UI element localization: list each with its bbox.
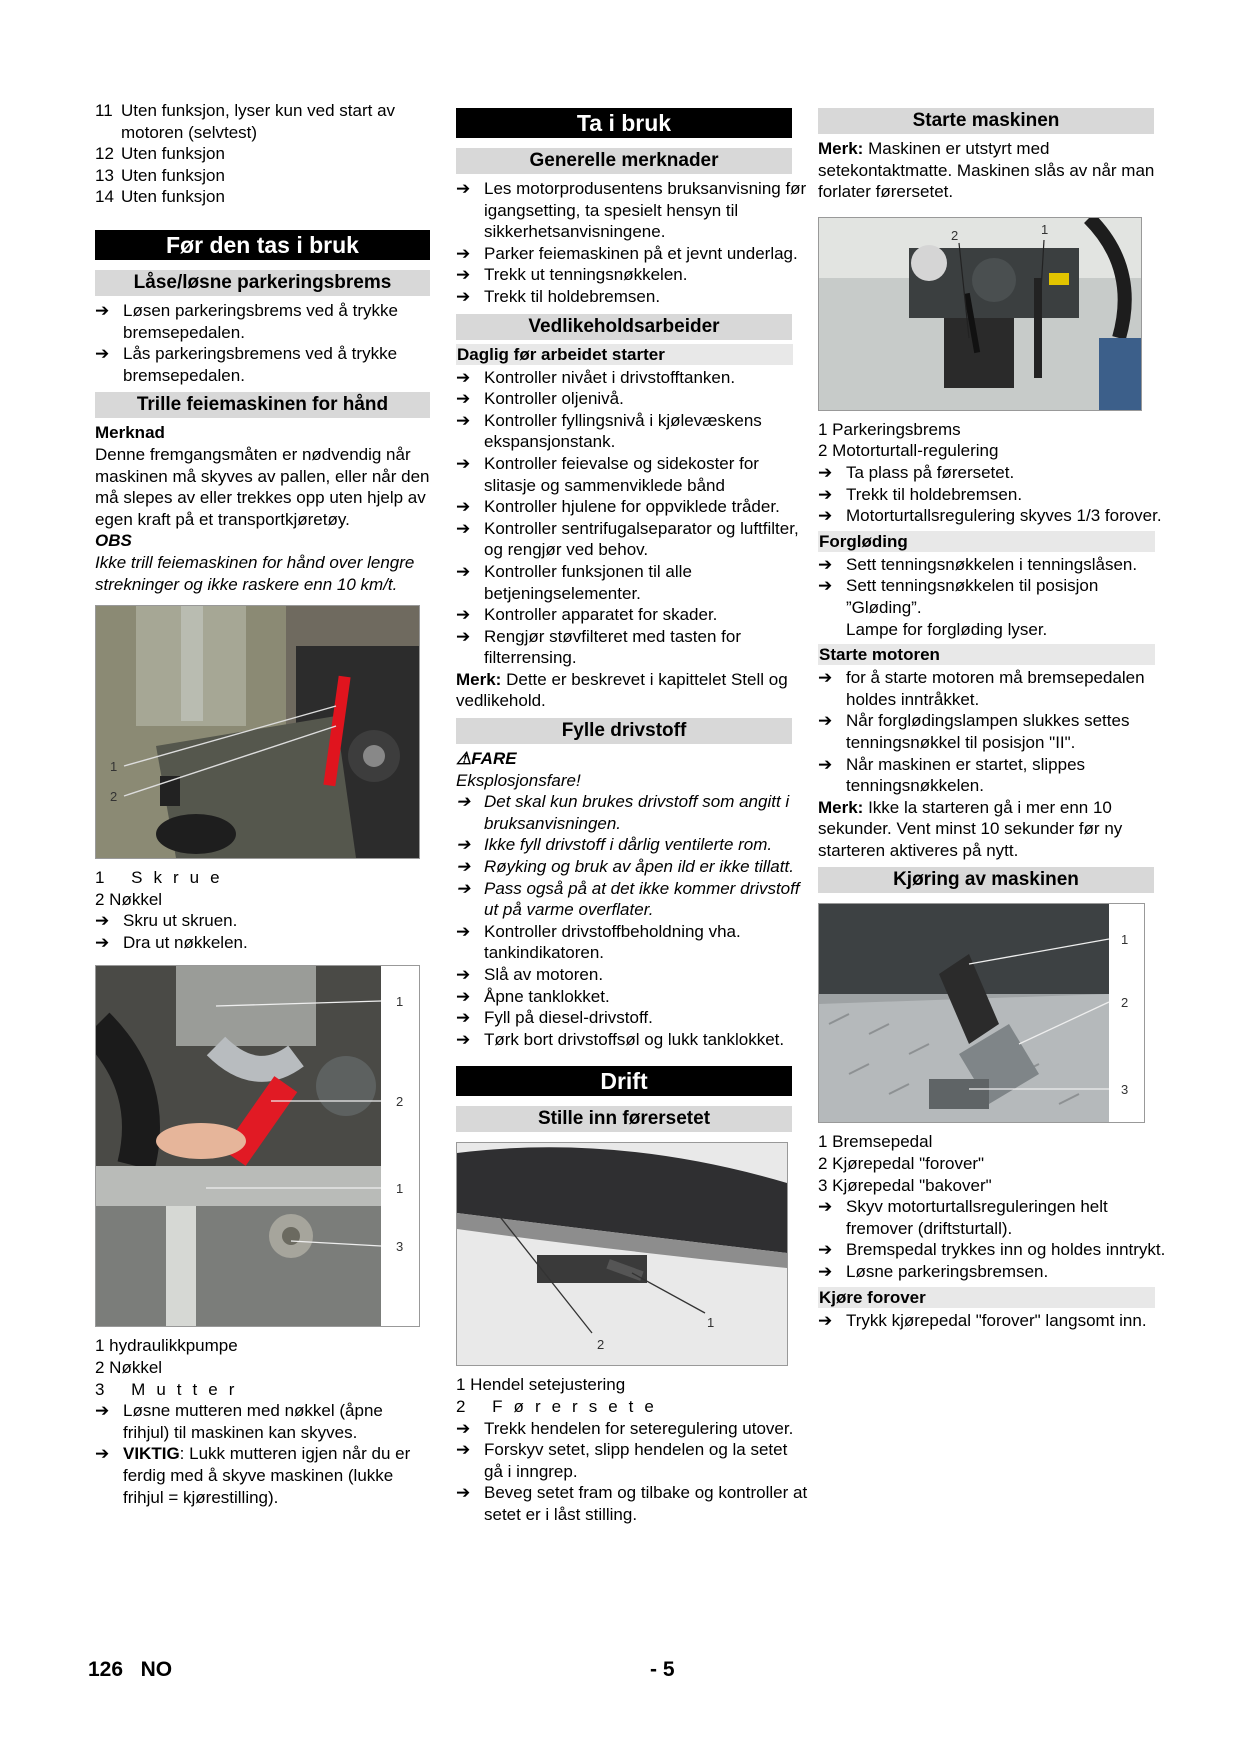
- language-code: NO: [140, 1658, 173, 1681]
- arrow-right-icon: ➔: [95, 1401, 110, 1421]
- step-item: ➔ Kontroller sentrifugalseparator og luftfilter, og rengjør ved behov.: [456, 518, 799, 560]
- step-item: ➔ Tørk bort drivstoffsøl og lukk tanklokket.: [456, 1029, 785, 1049]
- step-item: ➔ Kontroller funksjonen til alle betjeningselementer.: [456, 561, 692, 603]
- step-item: ➔ Sett tenningsnøkkelen til posisjon ”Gløding”.: [818, 576, 1099, 617]
- list-item: 14 Uten funksjon: [95, 187, 225, 207]
- arrow-right-icon: ➔: [95, 344, 110, 364]
- step-item: ➔ Forskyv setet, slipp hendelen og la setet gå i inngrep.: [456, 1440, 788, 1481]
- arrow-right-icon: ➔: [456, 792, 471, 812]
- caption-line: 1 Skrue: [95, 868, 231, 888]
- arrow-right-icon: ➔: [456, 389, 471, 409]
- step-item: ➔ Trekk til holdebremsen.: [456, 286, 661, 306]
- photo-controls: [818, 217, 1142, 411]
- step-item: ➔ Røyking og bruk av åpen ild er ikke tillatt.: [456, 857, 794, 877]
- arrow-right-icon: ➔: [456, 410, 471, 430]
- arrow-right-icon: ➔: [818, 1197, 833, 1217]
- footer-center-number: - 5: [650, 1658, 675, 1681]
- caption-line: 2 Kjørepedal "forover": [818, 1154, 985, 1174]
- step-item: ➔ Rengjør støvfilteret med tasten for filterrensing.: [456, 626, 741, 668]
- arrow-right-icon: ➔: [456, 835, 471, 855]
- arrow-right-icon: ➔: [456, 1029, 471, 1049]
- step-item: ➔ Åpne tanklokket.: [456, 986, 610, 1006]
- step-item: ➔ Når maskinen er startet, slippes tenningsnøkkelen.: [818, 754, 1086, 796]
- arrow-right-icon: ➔: [818, 506, 833, 526]
- main-heading-operation: Drift: [456, 1066, 792, 1096]
- section-heading-start-machine: Starte maskinen: [818, 108, 1154, 134]
- arrow-right-icon: ➔: [818, 576, 833, 596]
- arrow-right-icon: ➔: [456, 986, 471, 1006]
- arrow-right-icon: ➔: [456, 243, 471, 263]
- note-label: Merknad: [95, 423, 165, 443]
- step-item: ➔ Trekk hendelen for seteregulering utover.: [456, 1418, 794, 1438]
- caption-line: 2 Nøkkel: [95, 889, 163, 909]
- callout-label: 1: [396, 1181, 404, 1197]
- step-item: ➔ Sett tenningsnøkkelen i tenningslåsen.: [818, 554, 1138, 574]
- note-paragraph: Merk: Ikke la starteren gå i mer enn 10 sekunder. Vent minst 10 sekunder før ny starteren aktiveres på nytt.: [818, 797, 1123, 860]
- arrow-right-icon: ➔: [818, 462, 833, 482]
- list-item: 12 Uten funksjon: [95, 144, 225, 164]
- step-item: ➔ Motorturtallsregulering skyves 1/3 forover.: [818, 506, 1162, 526]
- callout-label: 1: [110, 759, 118, 775]
- photo-screw-and-key: [95, 605, 420, 859]
- caption-line: 1 Hendel setejustering: [456, 1375, 626, 1395]
- arrow-right-icon: ➔: [818, 711, 833, 731]
- arrow-right-icon: ➔: [456, 518, 471, 538]
- arrow-right-icon: ➔: [818, 1262, 833, 1282]
- danger-label: ⚠FARE: [456, 749, 517, 769]
- arrow-right-icon: ➔: [818, 1240, 833, 1260]
- step-item: ➔ Kontroller apparatet for skader.: [456, 605, 718, 625]
- photo-seat-adjustment: [456, 1142, 788, 1366]
- step-item: ➔ Pass også på at det ikke kommer drivstoff ut på varme overflater.: [456, 878, 800, 920]
- column-3: [818, 100, 1168, 1331]
- step-item: ➔ Løsne parkeringsbremsen.: [818, 1262, 1049, 1282]
- arrow-right-icon: ➔: [456, 626, 471, 646]
- photo-pedals: [818, 903, 1145, 1123]
- step-item: ➔ Beveg setet fram og tilbake og kontroller at setet er i låst stilling.: [456, 1483, 808, 1524]
- callout-label: 1: [1121, 932, 1129, 948]
- danger-text: Eksplosjonsfare!: [456, 770, 581, 790]
- arrow-right-icon: ➔: [456, 1418, 471, 1438]
- arrow-right-icon: ➔: [95, 911, 110, 931]
- caption-line: 3 Mutter: [95, 1379, 246, 1399]
- arrow-right-icon: ➔: [818, 754, 833, 774]
- step-item: ➔ Kontroller oljenivå.: [456, 389, 624, 409]
- arrow-right-icon: ➔: [456, 265, 471, 285]
- callout-label: 2: [597, 1337, 605, 1353]
- callout-label: 1: [396, 994, 404, 1010]
- arrow-right-icon: ➔: [95, 300, 110, 320]
- step-item: ➔ Dra ut nøkkelen.: [95, 932, 248, 952]
- arrow-right-icon: ➔: [95, 932, 110, 952]
- section-heading-driver-seat: Stille inn førersetet: [456, 1106, 792, 1132]
- callout-label: 2: [951, 227, 959, 243]
- step-item: ➔ Løsen parkeringsbrems ved å trykke bremsepedalen.: [95, 300, 398, 342]
- step-item: ➔ Kontroller feievalse og sidekoster for slitasje og sammenviklede bånd: [456, 453, 759, 495]
- caption-line: 2 Motorturtall-regulering: [818, 441, 999, 461]
- caption-line: 1 Parkeringsbrems: [818, 419, 961, 439]
- step-item: ➔ Ta plass på førersetet.: [818, 462, 1015, 482]
- step-item: ➔ Skru ut skruen.: [95, 911, 238, 931]
- indented-note: Lampe for forgløding lyser.: [846, 619, 1048, 639]
- callout-label: 2: [396, 1094, 404, 1110]
- callout-label: 3: [396, 1239, 404, 1255]
- section-heading-general-notes: Generelle merknader: [456, 148, 792, 174]
- arrow-right-icon: ➔: [456, 605, 471, 625]
- step-item: ➔ Løsne mutteren med nøkkel (åpne frihjul) til maskinen kan skyves.: [95, 1401, 383, 1442]
- arrow-right-icon: ➔: [456, 497, 471, 517]
- step-item: ➔ Det skal kun brukes drivstoff som angitt i bruksanvisningen.: [456, 792, 790, 833]
- step-item: ➔ Skyv motorturtallsreguleringen helt fremover (driftsturtall).: [818, 1197, 1108, 1238]
- step-item: ➔ Kontroller fyllingsnivå i kjølevæskens ekspansjonstank.: [456, 410, 762, 452]
- step-item: ➔ Parker feiemaskinen på et jevnt underlag.: [456, 243, 798, 263]
- note-paragraph: Merk: Dette er beskrevet i kapittelet Stell og vedlikehold.: [456, 669, 788, 711]
- arrow-right-icon: ➔: [456, 453, 471, 473]
- list-item: 13 Uten funksjon: [95, 165, 225, 185]
- step-item: ➔ Slå av motoren.: [456, 965, 604, 984]
- column-2: [456, 100, 808, 1526]
- caption-line: 2 Førersete: [456, 1396, 665, 1416]
- arrow-right-icon: ➔: [456, 1440, 471, 1460]
- arrow-right-icon: ➔: [456, 286, 471, 306]
- arrow-right-icon: ➔: [818, 484, 833, 504]
- arrow-right-icon: ➔: [818, 554, 833, 574]
- step-item: ➔ Kontroller hjulene for oppviklede tråder.: [456, 497, 780, 517]
- warning-text: Ikke trill feiemaskinen for hånd over lengre strekninger og ikke raskere enn 10 km/t.: [95, 552, 415, 594]
- arrow-right-icon: ➔: [456, 878, 471, 898]
- step-item: ➔ Trekk til holdebremsen.: [818, 484, 1023, 504]
- note-text: Denne fremgangsmåten er nødvendig når maskinen må skyves av pallen, eller når den må slepes av eller trekkes opp uten hjelp av egen kraft på et transportkjøretøy.: [95, 444, 430, 529]
- step-item: ➔ VIKTIG: Lukk mutteren igjen når du er ferdig med å skyve maskinen (lukke frihjul = kjørestilling).: [95, 1444, 411, 1507]
- caption-line: 3 Kjørepedal "bakover": [818, 1175, 992, 1195]
- section-heading-parking-brake: Låse/løsne parkeringsbrems: [95, 270, 430, 296]
- column-1: [95, 100, 430, 1508]
- arrow-right-icon: ➔: [818, 668, 833, 688]
- step-item: ➔ Fyll på diesel-drivstoff.: [456, 1008, 653, 1028]
- arrow-right-icon: ➔: [456, 965, 471, 984]
- subheading-drive-forward: Kjøre forover: [818, 1287, 1155, 1308]
- subheading-preheating: Forgløding: [818, 531, 1155, 552]
- arrow-right-icon: ➔: [95, 1444, 110, 1464]
- subheading-daily: Daglig før arbeidet starter: [456, 344, 793, 365]
- callout-label: 2: [1121, 995, 1129, 1011]
- arrow-right-icon: ➔: [456, 1008, 471, 1028]
- callout-label: 3: [1121, 1082, 1129, 1098]
- callout-label: 1: [1041, 221, 1049, 237]
- callout-label: 1: [707, 1315, 715, 1331]
- step-item: ➔ Når forglødingslampen slukkes settes tenningsnøkkel til posisjon "II".: [818, 711, 1130, 752]
- step-item: ➔ for å starte motoren må bremsepedalen holdes inntråkket.: [818, 668, 1145, 709]
- arrow-right-icon: ➔: [456, 367, 471, 387]
- step-item: ➔ Trykk kjørepedal "forover" langsomt inn.: [818, 1310, 1147, 1330]
- arrow-right-icon: ➔: [456, 921, 471, 941]
- callout-label: 2: [110, 789, 118, 805]
- arrow-right-icon: ➔: [456, 1483, 471, 1503]
- subheading-start-engine: Starte motoren: [818, 644, 1155, 665]
- section-heading-maintenance: Vedlikeholdsarbeider: [456, 314, 792, 340]
- caption-line: 1 Bremsepedal: [818, 1132, 933, 1152]
- photo-hydraulic-pump: [95, 965, 420, 1327]
- caption-line: 2 Nøkkel: [95, 1358, 163, 1378]
- note-paragraph: Merk: Maskinen er utstyrt med setekontaktmatte. Maskinen slås av når man forlater førersetet.: [818, 139, 1155, 202]
- step-item: ➔ Kontroller nivået i drivstofftanken.: [456, 367, 736, 387]
- warning-label: OBS: [95, 531, 132, 551]
- step-item: ➔ Les motorprodusentens bruksanvisning før igangsetting, ta spesielt hensyn til sikkerhetsanvisningene.: [456, 179, 807, 242]
- section-heading-refuel: Fylle drivstoff: [456, 718, 792, 744]
- main-heading-before-use: Før den tas i bruk: [95, 230, 430, 260]
- arrow-right-icon: ➔: [818, 1310, 833, 1330]
- footer-page-info: [88, 1658, 172, 1682]
- arrow-right-icon: ➔: [456, 179, 471, 198]
- step-item: ➔ Kontroller drivstoffbeholdning vha. tankindikatoren.: [456, 921, 741, 963]
- step-item: ➔ Trekk ut tenningsnøkkelen.: [456, 265, 688, 285]
- caption-line: 1 hydraulikkpumpe: [95, 1336, 238, 1356]
- arrow-right-icon: ➔: [456, 561, 471, 581]
- section-heading-driving: Kjøring av maskinen: [818, 867, 1154, 893]
- page-number: 126: [88, 1658, 124, 1681]
- step-item: ➔ Bremspedal trykkes inn og holdes inntrykt.: [818, 1240, 1166, 1260]
- list-item: 11 Uten funksjon, lyser kun ved start av motoren (selvtest): [95, 101, 396, 142]
- step-item: ➔ Lås parkeringsbremens ved å trykke bremsepedalen.: [95, 344, 398, 385]
- main-heading-start-use: Ta i bruk: [456, 108, 792, 138]
- step-item: ➔ Ikke fyll drivstoff i dårlig ventilerte rom.: [456, 835, 773, 855]
- arrow-right-icon: ➔: [456, 857, 471, 877]
- section-heading-push-by-hand: Trille feiemaskinen for hånd: [95, 392, 430, 418]
